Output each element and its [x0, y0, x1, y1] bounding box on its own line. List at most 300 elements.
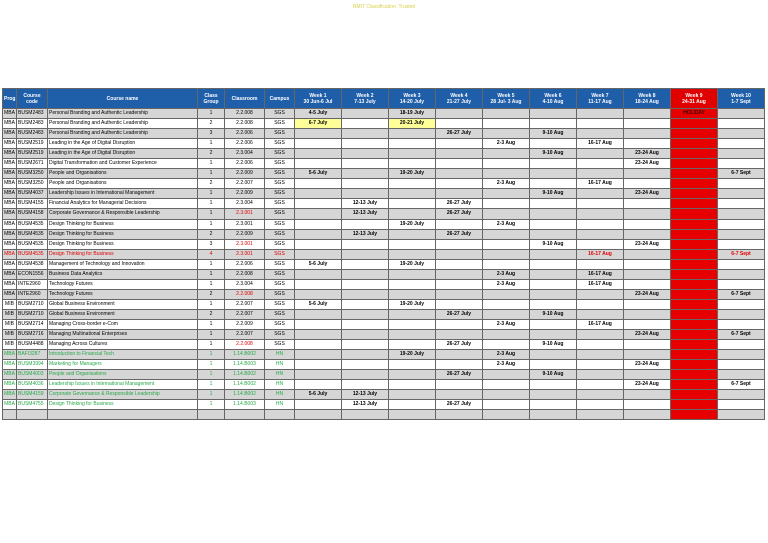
- week-8-cell: [624, 129, 671, 139]
- week-10-cell: [718, 209, 765, 219]
- week-5-cell: [483, 249, 530, 259]
- week-4-cell: [436, 279, 483, 289]
- classroom-cell: 2.2.007: [225, 179, 265, 189]
- header-course-code: Course code: [17, 89, 48, 109]
- week-1-cell: [295, 289, 342, 299]
- week-8-cell: [624, 319, 671, 329]
- week-4-cell: 26-27 July: [436, 370, 483, 380]
- week-1-cell: [295, 330, 342, 340]
- week-6-cell: [530, 159, 577, 169]
- course-code-cell: BUSM4488: [17, 340, 48, 350]
- class-group-cell: 3: [198, 239, 225, 249]
- week-3-cell: [389, 380, 436, 390]
- header-class-group: Class Group: [198, 89, 225, 109]
- week-1-cell: [295, 189, 342, 199]
- week-8-cell: [624, 340, 671, 350]
- week-2-cell: [342, 309, 389, 319]
- week-10-cell: [718, 129, 765, 139]
- class-group-cell: 1: [198, 299, 225, 309]
- week-5-cell: [483, 390, 530, 400]
- classroom-cell: 2.2.009: [225, 189, 265, 199]
- empty-cell: [718, 410, 765, 420]
- week-2-cell: [342, 219, 389, 229]
- course-code-cell: BUSM4003: [17, 370, 48, 380]
- empty-cell: [577, 410, 624, 420]
- classroom-cell: 1.14.B002: [225, 390, 265, 400]
- course-name-cell: Introduction to Financial Tech: [48, 350, 198, 360]
- week-4-cell: [436, 299, 483, 309]
- course-name-cell: Design Thinking for Business: [48, 249, 198, 259]
- course-name-cell: Digital Transformation and Customer Experience: [48, 159, 198, 169]
- class-group-cell: 1: [198, 350, 225, 360]
- course-code-cell: BUSM4158: [17, 209, 48, 219]
- week-8-cell: [624, 199, 671, 209]
- course-code-cell: BAFI3287: [17, 350, 48, 360]
- classroom-cell: 2.3.004: [225, 279, 265, 289]
- classroom-cell: 2.2.008: [225, 340, 265, 350]
- table-row: [3, 390, 765, 400]
- week-5-cell: [483, 330, 530, 340]
- week-2-cell: [342, 259, 389, 269]
- classification-label: RMIT Classification: Trusted: [352, 4, 416, 10]
- prog-cell: MBA: [3, 239, 17, 249]
- empty-row: [3, 410, 765, 420]
- week-9-cell: [671, 229, 718, 239]
- course-code-cell: BUSM4535: [17, 229, 48, 239]
- table-row: [3, 219, 765, 229]
- week-2-cell: [342, 269, 389, 279]
- week-9-cell: [671, 370, 718, 380]
- week-1-cell: 4-5 July: [295, 109, 342, 119]
- week-2-cell: [342, 380, 389, 390]
- week-3-cell: 20-21 July: [389, 119, 436, 129]
- empty-cell: [389, 410, 436, 420]
- week-5-cell: [483, 109, 530, 119]
- campus-cell: SGS: [265, 249, 295, 259]
- week-2-cell: [342, 129, 389, 139]
- table-row: [3, 239, 765, 249]
- week-3-cell: [389, 239, 436, 249]
- table-row: [3, 350, 765, 360]
- week-4-cell: [436, 239, 483, 249]
- week-8-cell: [624, 249, 671, 259]
- week-9-cell: [671, 159, 718, 169]
- week-6-cell: 9-10 Aug: [530, 239, 577, 249]
- week-1-cell: [295, 149, 342, 159]
- class-group-cell: 1: [198, 400, 225, 410]
- empty-cell: [342, 410, 389, 420]
- week-6-cell: [530, 319, 577, 329]
- week-1-cell: 6-7 July: [295, 119, 342, 129]
- week-7-cell: [577, 400, 624, 410]
- campus-cell: SGS: [265, 289, 295, 299]
- week-9-cell: [671, 129, 718, 139]
- class-group-cell: 2: [198, 179, 225, 189]
- week-2-cell: [342, 370, 389, 380]
- week-4-cell: [436, 360, 483, 370]
- classroom-cell: 2.3.004: [225, 199, 265, 209]
- class-group-cell: 1: [198, 109, 225, 119]
- week-6-cell: [530, 259, 577, 269]
- campus-cell: SGS: [265, 269, 295, 279]
- week-8-cell: 23-24 Aug: [624, 189, 671, 199]
- campus-cell: HN: [265, 380, 295, 390]
- empty-cell: [225, 410, 265, 420]
- course-code-cell: BUSM3250: [17, 179, 48, 189]
- week-4-cell: [436, 380, 483, 390]
- prog-cell: MBA: [3, 179, 17, 189]
- week-3-cell: [389, 179, 436, 189]
- week-3-cell: [389, 319, 436, 329]
- week-2-cell: [342, 139, 389, 149]
- campus-cell: SGS: [265, 209, 295, 219]
- course-code-cell: INTE2960: [17, 289, 48, 299]
- week-4-cell: [436, 390, 483, 400]
- week-9-cell: HOLIDAY: [671, 109, 718, 119]
- week-6-cell: [530, 119, 577, 129]
- classroom-cell: 2.3.001: [225, 219, 265, 229]
- week-8-cell: [624, 269, 671, 279]
- table-row: [3, 129, 765, 139]
- week-5-cell: [483, 259, 530, 269]
- course-name-cell: Financial Analytics for Managerial Decisions: [48, 199, 198, 209]
- classroom-cell: 2.2.007: [225, 330, 265, 340]
- week-8-cell: [624, 209, 671, 219]
- week-10-cell: [718, 400, 765, 410]
- week-6-cell: [530, 289, 577, 299]
- week-2-cell: [342, 159, 389, 169]
- prog-cell: MBA: [3, 199, 17, 209]
- class-group-cell: 4: [198, 249, 225, 259]
- week-10-cell: [718, 259, 765, 269]
- class-group-cell: 2: [198, 289, 225, 299]
- header-classroom: Classroom: [225, 89, 265, 109]
- week-5-cell: [483, 299, 530, 309]
- table-row: [3, 370, 765, 380]
- empty-cell: [3, 410, 17, 420]
- week-6-cell: [530, 139, 577, 149]
- week-9-cell: [671, 360, 718, 370]
- week-3-cell: [389, 269, 436, 279]
- prog-cell: MBA: [3, 400, 17, 410]
- week-4-cell: [436, 119, 483, 129]
- course-name-cell: Marketing for Managers: [48, 360, 198, 370]
- classroom-cell: 2.2.009: [225, 169, 265, 179]
- week-5-cell: [483, 129, 530, 139]
- week-7-cell: [577, 119, 624, 129]
- week-10-cell: 6-7 Sept: [718, 169, 765, 179]
- class-group-cell: 1: [198, 269, 225, 279]
- week-3-cell: 19-20 July: [389, 219, 436, 229]
- prog-cell: MBA: [3, 360, 17, 370]
- week-7-cell: [577, 309, 624, 319]
- empty-cell: [483, 410, 530, 420]
- week-6-cell: 9-10 Aug: [530, 149, 577, 159]
- campus-cell: HN: [265, 390, 295, 400]
- week-9-cell: [671, 319, 718, 329]
- week-5-cell: [483, 169, 530, 179]
- course-code-cell: BUSM2710: [17, 299, 48, 309]
- week-2-cell: [342, 179, 389, 189]
- week-6-cell: [530, 330, 577, 340]
- week-7-cell: [577, 199, 624, 209]
- course-name-cell: Technology Futures: [48, 289, 198, 299]
- week-7-cell: [577, 109, 624, 119]
- week-1-cell: [295, 229, 342, 239]
- week-2-cell: [342, 350, 389, 360]
- week-2-cell: 12-13 July: [342, 229, 389, 239]
- week-9-cell: [671, 299, 718, 309]
- classroom-cell: 2.2.006: [225, 259, 265, 269]
- week-1-cell: [295, 129, 342, 139]
- week-8-cell: 23-24 Aug: [624, 239, 671, 249]
- course-name-cell: Managing Across Cultures: [48, 340, 198, 350]
- week-9-cell: [671, 279, 718, 289]
- week-1-cell: [295, 269, 342, 279]
- prog-cell: MIB: [3, 330, 17, 340]
- week-4-cell: [436, 319, 483, 329]
- week-9-cell: [671, 340, 718, 350]
- classroom-cell: 2.3.004: [225, 149, 265, 159]
- week-4-cell: [436, 259, 483, 269]
- empty-cell: [436, 410, 483, 420]
- class-group-cell: 1: [198, 139, 225, 149]
- table-row: [3, 189, 765, 199]
- prog-cell: MBA: [3, 259, 17, 269]
- prog-cell: MBA: [3, 149, 17, 159]
- week-3-cell: [389, 400, 436, 410]
- course-code-cell: BUSM4538: [17, 259, 48, 269]
- prog-cell: MBA: [3, 119, 17, 129]
- week-6-cell: [530, 350, 577, 360]
- week-7-cell: [577, 209, 624, 219]
- class-group-cell: 2: [198, 229, 225, 239]
- week-8-cell: [624, 179, 671, 189]
- week-7-cell: 16-17 Aug: [577, 269, 624, 279]
- week-4-cell: 26-27 July: [436, 209, 483, 219]
- week-8-cell: [624, 390, 671, 400]
- week-9-cell: [671, 249, 718, 259]
- week-7-cell: 16-17 Aug: [577, 279, 624, 289]
- prog-cell: MBA: [3, 209, 17, 219]
- week-5-cell: [483, 239, 530, 249]
- week-6-cell: 9-10 Aug: [530, 129, 577, 139]
- week-8-cell: 23-24 Aug: [624, 360, 671, 370]
- week-9-cell: [671, 390, 718, 400]
- week-10-cell: [718, 239, 765, 249]
- week-2-cell: [342, 289, 389, 299]
- week-2-cell: 12-13 July: [342, 400, 389, 410]
- week-10-cell: [718, 199, 765, 209]
- class-group-cell: 1: [198, 189, 225, 199]
- campus-cell: SGS: [265, 179, 295, 189]
- campus-cell: SGS: [265, 219, 295, 229]
- classroom-cell: 1.14.B002: [225, 350, 265, 360]
- week-9-cell: [671, 199, 718, 209]
- table-row: [3, 139, 765, 149]
- course-name-cell: Design Thinking for Business: [48, 400, 198, 410]
- week-6-cell: [530, 360, 577, 370]
- week-9-cell: [671, 119, 718, 129]
- table-row: [3, 299, 765, 309]
- class-group-cell: 1: [198, 259, 225, 269]
- course-name-cell: Managing Multinational Enterprises: [48, 330, 198, 340]
- classroom-cell: 2.3.001: [225, 209, 265, 219]
- week-10-cell: [718, 319, 765, 329]
- table-row: [3, 309, 765, 319]
- week-3-cell: [389, 209, 436, 219]
- prog-cell: MBA: [3, 269, 17, 279]
- week-5-cell: 2-3 Aug: [483, 269, 530, 279]
- table-row: [3, 380, 765, 390]
- week-7-cell: [577, 149, 624, 159]
- prog-cell: MBA: [3, 289, 17, 299]
- week-5-cell: [483, 400, 530, 410]
- week-5-cell: [483, 370, 530, 380]
- week-10-cell: 6-7 Sept: [718, 249, 765, 259]
- course-name-cell: Personal Branding and Authentic Leadership: [48, 109, 198, 119]
- week-7-cell: [577, 159, 624, 169]
- week-3-cell: [389, 370, 436, 380]
- week-1-cell: [295, 400, 342, 410]
- week-9-cell: [671, 350, 718, 360]
- class-group-cell: 1: [198, 279, 225, 289]
- course-name-cell: Personal Branding and Authentic Leadership: [48, 129, 198, 139]
- week-9-cell: [671, 169, 718, 179]
- course-name-cell: People and Organisations: [48, 370, 198, 380]
- prog-cell: MBA: [3, 219, 17, 229]
- week-7-cell: [577, 229, 624, 239]
- week-8-cell: 23-24 Aug: [624, 289, 671, 299]
- campus-cell: HN: [265, 360, 295, 370]
- week-6-cell: 9-10 Aug: [530, 370, 577, 380]
- week-3-cell: 19-20 July: [389, 259, 436, 269]
- class-group-cell: 1: [198, 169, 225, 179]
- class-group-cell: 1: [198, 340, 225, 350]
- table-row: [3, 249, 765, 259]
- table-row: [3, 119, 765, 129]
- week-1-cell: [295, 319, 342, 329]
- week-10-cell: [718, 299, 765, 309]
- empty-cell: [48, 410, 198, 420]
- week-1-cell: 5-6 July: [295, 390, 342, 400]
- classroom-cell: 2.2.006: [225, 129, 265, 139]
- week-7-cell: [577, 289, 624, 299]
- campus-cell: SGS: [265, 229, 295, 239]
- week-3-cell: [389, 189, 436, 199]
- week-8-cell: 23-24 Aug: [624, 149, 671, 159]
- week-8-cell: [624, 169, 671, 179]
- course-name-cell: Leadership Issues in International Management: [48, 380, 198, 390]
- week-5-cell: [483, 119, 530, 129]
- table-row: [3, 279, 765, 289]
- week-9-cell: [671, 380, 718, 390]
- week-10-cell: [718, 139, 765, 149]
- week-2-cell: [342, 319, 389, 329]
- prog-cell: MBA: [3, 279, 17, 289]
- header-week-7: Week 7 11-17 Aug: [577, 89, 624, 109]
- week-1-cell: [295, 309, 342, 319]
- empty-cell: [198, 410, 225, 420]
- week-6-cell: 9-10 Aug: [530, 309, 577, 319]
- course-code-cell: BUSM3994: [17, 360, 48, 370]
- week-9-cell: [671, 179, 718, 189]
- week-10-cell: [718, 370, 765, 380]
- campus-cell: SGS: [265, 189, 295, 199]
- week-7-cell: [577, 189, 624, 199]
- week-3-cell: [389, 279, 436, 289]
- week-4-cell: [436, 269, 483, 279]
- header-week-2: Week 2 7-13 July: [342, 89, 389, 109]
- week-6-cell: [530, 219, 577, 229]
- header-week-3: Week 3 14-20 July: [389, 89, 436, 109]
- week-6-cell: [530, 380, 577, 390]
- week-10-cell: [718, 390, 765, 400]
- week-4-cell: [436, 330, 483, 340]
- week-2-cell: 12-13 July: [342, 390, 389, 400]
- week-7-cell: 16-17 Aug: [577, 179, 624, 189]
- empty-cell: [295, 410, 342, 420]
- course-code-cell: BUSM4755: [17, 400, 48, 410]
- week-7-cell: [577, 340, 624, 350]
- week-2-cell: [342, 299, 389, 309]
- empty-cell: [17, 410, 48, 420]
- week-1-cell: [295, 139, 342, 149]
- week-6-cell: [530, 209, 577, 219]
- week-5-cell: [483, 149, 530, 159]
- week-8-cell: [624, 299, 671, 309]
- classroom-cell: 2.2.008: [225, 119, 265, 129]
- week-1-cell: [295, 159, 342, 169]
- classroom-cell: 2.2.006: [225, 139, 265, 149]
- week-5-cell: 2-3 Aug: [483, 319, 530, 329]
- week-5-cell: 2-3 Aug: [483, 360, 530, 370]
- campus-cell: SGS: [265, 279, 295, 289]
- week-7-cell: [577, 330, 624, 340]
- course-code-cell: BUSM2483: [17, 119, 48, 129]
- week-3-cell: [389, 199, 436, 209]
- empty-cell: [265, 410, 295, 420]
- table-row: [3, 360, 765, 370]
- week-10-cell: [718, 229, 765, 239]
- class-group-cell: 1: [198, 370, 225, 380]
- course-name-cell: Design Thinking for Business: [48, 229, 198, 239]
- week-8-cell: 23-24 Aug: [624, 159, 671, 169]
- header-week-5: Week 5 28 Jul- 3 Aug: [483, 89, 530, 109]
- course-name-cell: Leading in the Age of Digital Disruption: [48, 139, 198, 149]
- week-10-cell: [718, 109, 765, 119]
- week-9-cell: [671, 330, 718, 340]
- week-4-cell: [436, 249, 483, 259]
- week-6-cell: [530, 179, 577, 189]
- campus-cell: SGS: [265, 309, 295, 319]
- classroom-cell: 2.2.008: [225, 269, 265, 279]
- classroom-cell: 2.2.006: [225, 159, 265, 169]
- week-4-cell: [436, 149, 483, 159]
- week-2-cell: 12-13 July: [342, 199, 389, 209]
- week-8-cell: [624, 109, 671, 119]
- week-6-cell: [530, 169, 577, 179]
- classroom-cell: 2.2.008: [225, 289, 265, 299]
- prog-cell: MBA: [3, 189, 17, 199]
- campus-cell: SGS: [265, 199, 295, 209]
- week-5-cell: [483, 189, 530, 199]
- week-8-cell: [624, 370, 671, 380]
- course-name-cell: Design Thinking for Business: [48, 239, 198, 249]
- week-4-cell: 26-27 July: [436, 309, 483, 319]
- week-9-cell: [671, 269, 718, 279]
- week-10-cell: 6-7 Sept: [718, 289, 765, 299]
